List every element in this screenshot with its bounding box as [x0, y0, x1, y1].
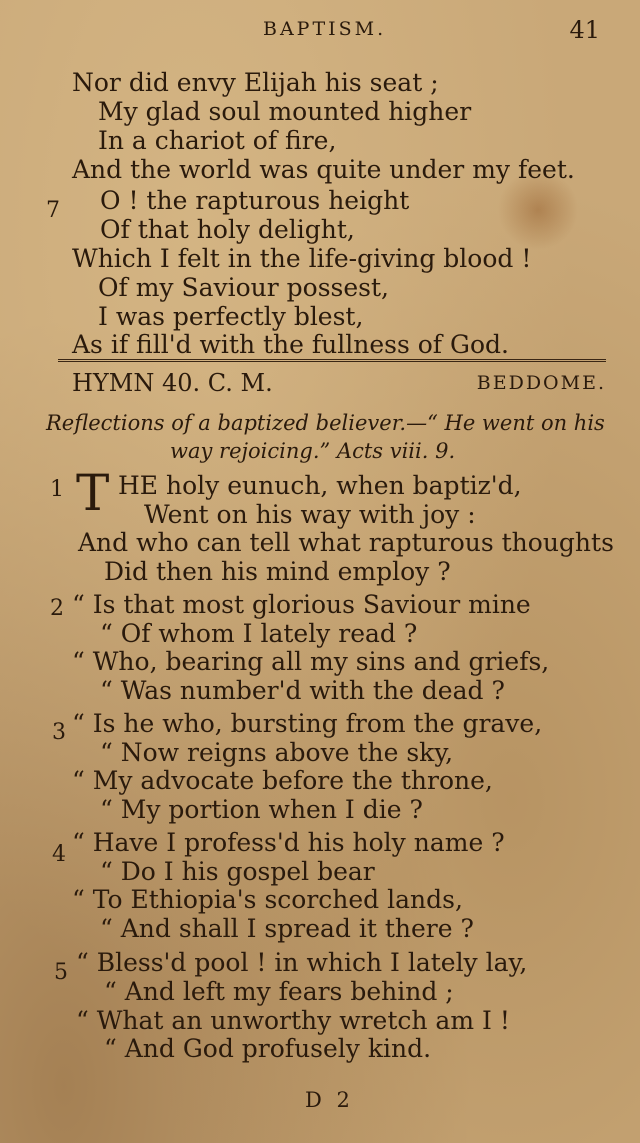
verse-line: “ To Ethiopia's scorched lands,: [72, 885, 463, 914]
verse-line: Nor did envy Elijah his seat ;: [72, 68, 439, 97]
stanza-number: 2: [50, 596, 64, 621]
verse-line: “ Who, bearing all my sins and griefs,: [72, 647, 550, 676]
signature-mark: D 2: [305, 1088, 354, 1112]
stanza-number: 7: [46, 198, 60, 223]
verse-line: And who can tell what rapturous thoughts: [78, 528, 614, 557]
verse-line: Which I felt in the life-giving blood !: [72, 244, 532, 273]
stanza-number: 5: [54, 960, 68, 985]
verse-line: Went on his way with joy :: [144, 500, 476, 529]
page-number: 41: [569, 16, 600, 44]
section-divider: [58, 359, 606, 362]
verse-line: Of my Saviour possest,: [98, 273, 390, 302]
verse-line: In a chariot of fire,: [98, 126, 337, 155]
verse-line: Of that holy delight,: [100, 215, 355, 244]
running-head: BAPTISM.: [263, 18, 387, 40]
verse-line: “ Of whom I lately read ?: [100, 619, 418, 648]
verse-line: Did then his mind employ ?: [104, 557, 451, 586]
stanza-number: 1: [50, 477, 64, 502]
verse-line: “ Is he who, bursting from the grave,: [72, 709, 543, 738]
verse-line: “ What an unworthy wretch am I !: [76, 1006, 510, 1035]
verse-line: “ Was number'd with the dead ?: [100, 676, 505, 705]
verse-line: “ My advocate before the throne,: [72, 766, 493, 795]
hymn-author: BEDDOME.: [476, 372, 606, 394]
drop-cap: T: [76, 464, 110, 522]
verse-line: “ Now reigns above the sky,: [100, 738, 454, 767]
hymn-title: HYMN 40. C. M.: [72, 369, 273, 397]
verse-line: “ My portion when I die ?: [100, 795, 423, 824]
verse-line: HE holy eunuch, when baptiz'd,: [118, 471, 522, 500]
verse-line: “ Is that most glorious Saviour mine: [72, 590, 531, 619]
hymn-subtitle: way rejoicing.” Acts viii. 9.: [170, 439, 456, 463]
verse-line: As if fill'd with the fullness of God.: [72, 330, 509, 359]
page-header: [0, 16, 640, 52]
verse-line: And the world was quite under my feet.: [72, 155, 575, 184]
verse-line: My glad soul mounted higher: [98, 97, 472, 126]
hymn-subtitle: Reflections of a baptized believer.—“ He went on his: [46, 411, 605, 435]
verse-line: “ And God profusely kind.: [104, 1034, 432, 1063]
verse-line: “ And left my fears behind ;: [104, 977, 454, 1006]
verse-line: “ Do I his gospel bear: [100, 857, 375, 886]
stanza-number: 3: [52, 720, 66, 745]
verse-line: “ Have I profess'd his holy name ?: [72, 828, 505, 857]
verse-line: “ Bless'd pool ! in which I lately lay,: [76, 948, 528, 977]
verse-line: I was perfectly blest,: [98, 302, 364, 331]
verse-line: “ And shall I spread it there ?: [100, 914, 474, 943]
stanza-number: 4: [52, 842, 66, 867]
verse-line: O ! the rapturous height: [100, 186, 410, 215]
